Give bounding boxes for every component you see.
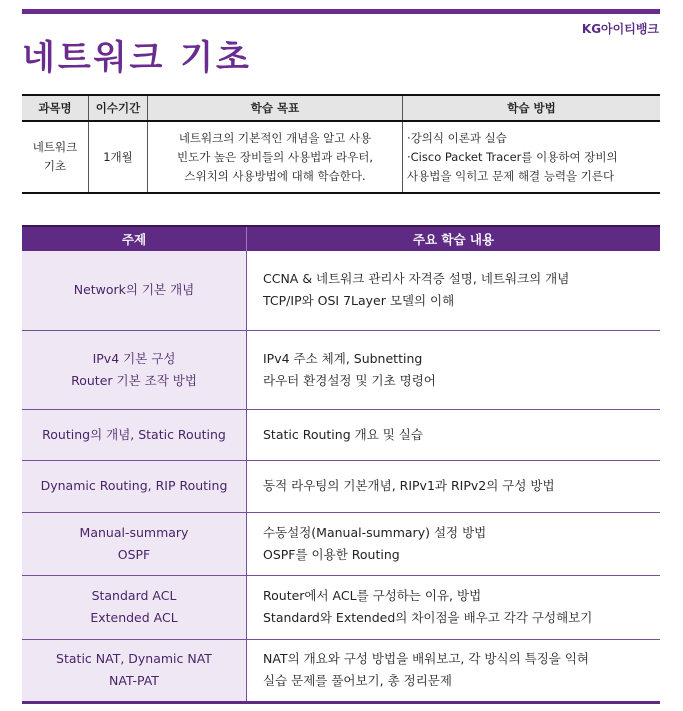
topic-line: Static NAT, Dynamic NAT	[56, 651, 212, 666]
subject-line: 기초	[43, 159, 67, 173]
method-line: ·Cisco Packet Tracer를 이용하여 장비의	[407, 149, 618, 164]
topic-cell	[22, 460, 247, 512]
table-row	[22, 460, 660, 512]
content-line: Standard와 Extended의 차이점을 배우고 각각 구성해보기	[263, 610, 593, 625]
topic-cell	[22, 512, 247, 575]
table-row	[22, 330, 660, 409]
table-row	[22, 409, 660, 460]
header-content: 주요 학습 내용	[247, 226, 661, 251]
page-title: 네트워크 기초	[22, 38, 252, 78]
period-cell: 1개월	[89, 121, 148, 193]
topic-line: Dynamic Routing, RIP Routing	[40, 478, 228, 493]
content-cell	[247, 330, 661, 409]
topic-line: Manual-summary	[79, 524, 189, 540]
header-topic: 주제	[22, 226, 247, 251]
content-line: NAT의 개요와 구성 방법을 배워보고, 각 방식의 특징을 익혀	[263, 651, 589, 666]
method-line: ·강의식 이론과 실습	[407, 130, 507, 145]
top-accent-bar	[22, 9, 660, 14]
method-line: 사용법을 익히고 문제 해결 능력을 기른다	[407, 168, 615, 183]
subject-line: 네트워크	[32, 140, 78, 154]
content-cell	[247, 512, 661, 575]
brand-name: KG아이티뱅크	[581, 22, 659, 36]
topic-line: NAT-PAT	[109, 673, 159, 688]
header-method: 학습 방법	[403, 95, 661, 121]
table-row	[22, 512, 660, 575]
content-line: 실습 문제를 풀어보기, 총 정리문제	[263, 673, 452, 688]
header-goal: 학습 목표	[148, 95, 403, 121]
content-cell	[247, 639, 661, 702]
curriculum-table	[22, 225, 660, 704]
method-cell	[403, 121, 661, 193]
topic-line: OSPF	[117, 546, 151, 562]
topic-line: Standard ACL	[91, 588, 177, 603]
topic-line: Extended ACL	[90, 610, 178, 625]
header-subject: 과목명	[22, 95, 89, 121]
content-line: CCNA & 네트워크 관리사 자격증 설명, 네트워크의 개념	[263, 271, 570, 287]
content-cell	[247, 575, 661, 639]
content-cell	[247, 409, 661, 460]
goal-line: 스위치의 사용방법에 대해 학습한다.	[184, 168, 366, 183]
topic-line: Routing의 개념, Static Routing	[42, 426, 226, 442]
goal-line: 네트워크의 기본적인 개념을 알고 사용	[178, 130, 372, 145]
goal-line: 빈도가 높은 장비들의 사용법과 라우터,	[176, 149, 374, 164]
content-line: Static Routing 개요 및 실습	[263, 426, 423, 442]
topic-cell	[22, 639, 247, 702]
header-period: 이수기간	[89, 95, 148, 121]
content-line: 라우터 환경설정 및 기초 명령어	[263, 372, 436, 388]
course-info-row	[22, 121, 660, 193]
table-row	[22, 575, 660, 639]
goal-cell	[148, 121, 403, 193]
topic-cell	[22, 575, 247, 639]
topic-line: Network의 기본 개념	[73, 282, 195, 298]
topic-cell	[22, 409, 247, 460]
table-row	[22, 251, 660, 330]
content-line: 수동설정(Manual-summary) 설정 방법	[263, 524, 487, 540]
content-line: TCP/IP와 OSI 7Layer 모델의 이해	[263, 293, 455, 309]
content-cell	[247, 251, 661, 330]
content-line: OSPF를 이용한 Routing	[263, 546, 400, 562]
topic-cell	[22, 251, 247, 330]
content-line: Router에서 ACL를 구성하는 이유, 방법	[263, 588, 482, 603]
topic-cell	[22, 330, 247, 409]
content-line: IPv4 주소 체계, Subnetting	[263, 350, 423, 366]
topic-line: IPv4 기본 구성	[92, 350, 176, 366]
content-cell	[247, 460, 661, 512]
topic-line: Router 기본 조작 방법	[71, 372, 197, 388]
table-row	[22, 639, 660, 702]
course-info-table	[22, 94, 660, 194]
subject-cell	[22, 121, 89, 193]
content-line: 동적 라우팅의 기본개념, RIPv1과 RIPv2의 구성 방법	[263, 478, 555, 493]
